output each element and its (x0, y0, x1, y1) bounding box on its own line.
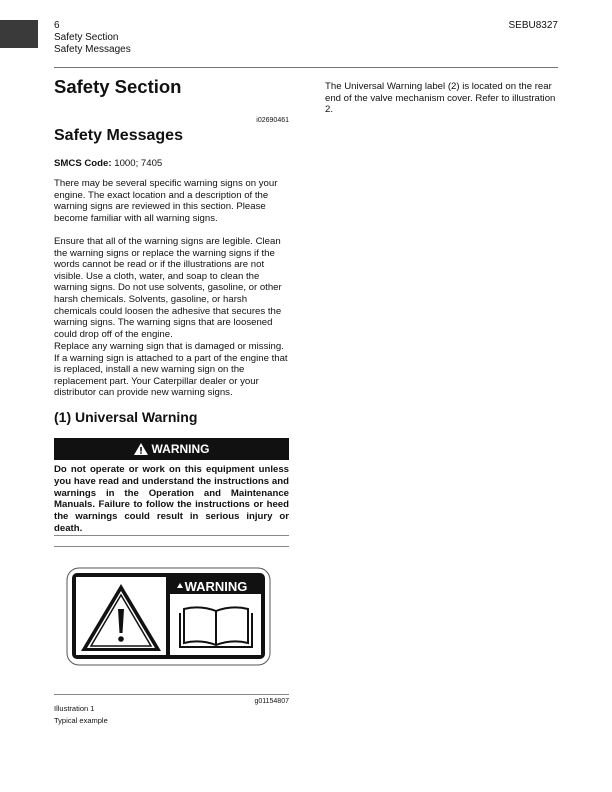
paragraph-1: There may be several specific warning signs on your engine. The exact location and a description of the warning signs are reviewed in this section. Please become familiar with all warning signs. (54, 178, 278, 224)
illustration-caption: Illustration 1 (54, 704, 95, 713)
smcs-code (54, 158, 162, 169)
subsection-title: Safety Messages (54, 127, 183, 144)
header-subsection: Safety Messages (54, 44, 131, 55)
right-paragraph: The Universal Warning label (2) is located on the rear end of the valve mechanism cover. Refer to illustration 2. (325, 81, 556, 116)
caption-divider (54, 694, 289, 695)
header-divider (54, 67, 558, 68)
universal-warning-heading: (1) Universal Warning (54, 409, 198, 425)
document-id: SEBU8327 (508, 20, 558, 31)
paragraph-2: Ensure that all of the warning signs are legible. Clean the warning signs or replace the warning signs if the words cannot be read or if the illustrations are not visible. Use a cloth, water, and soap to clean the warning signs. Do not use solvents, gasoline, or other harsh chemicals. Solvents, gasoline, or harsh chemicals could loosen the adhesive that secures the warning signs. The warning signs that are loosened could drop off of the engine. (54, 236, 282, 340)
graphic-id: g01154807 (254, 698, 289, 705)
smcs-value: 1000; 7405 (111, 158, 163, 169)
section-title: Safety Section (54, 76, 182, 97)
header-section: Safety Section (54, 32, 119, 43)
illustration-caption-sub: Typical example (54, 716, 108, 725)
page-tab-marker (0, 20, 38, 48)
reference-id: i02690461 (256, 117, 289, 124)
paragraph-3: Replace any warning sign that is damaged or missing. If a warning sign is attached to a part of the engine that is replaced, install a new warning sign on the replacement part. Your Caterpillar dealer or your distributor can provide new warning signs. (54, 341, 288, 399)
divider (54, 546, 289, 547)
warning-label: WARNING (151, 442, 210, 456)
universal-warning-sign-illustration (66, 567, 271, 666)
running-header (54, 20, 131, 56)
warning-text: Do not operate or work on this equipment unless you have read and understand the instructions and warnings in the Operation and Maintenance Manuals. Failure to follow the instructions or heed the warnings could result in serious injury or death. (54, 464, 289, 534)
smcs-label: SMCS Code: (54, 158, 112, 169)
sign-warning-label: WARNING (184, 579, 248, 594)
page-number: 6 (54, 20, 60, 31)
warning-triangle-icon (134, 443, 148, 455)
divider (54, 535, 289, 536)
warning-banner (54, 438, 289, 460)
